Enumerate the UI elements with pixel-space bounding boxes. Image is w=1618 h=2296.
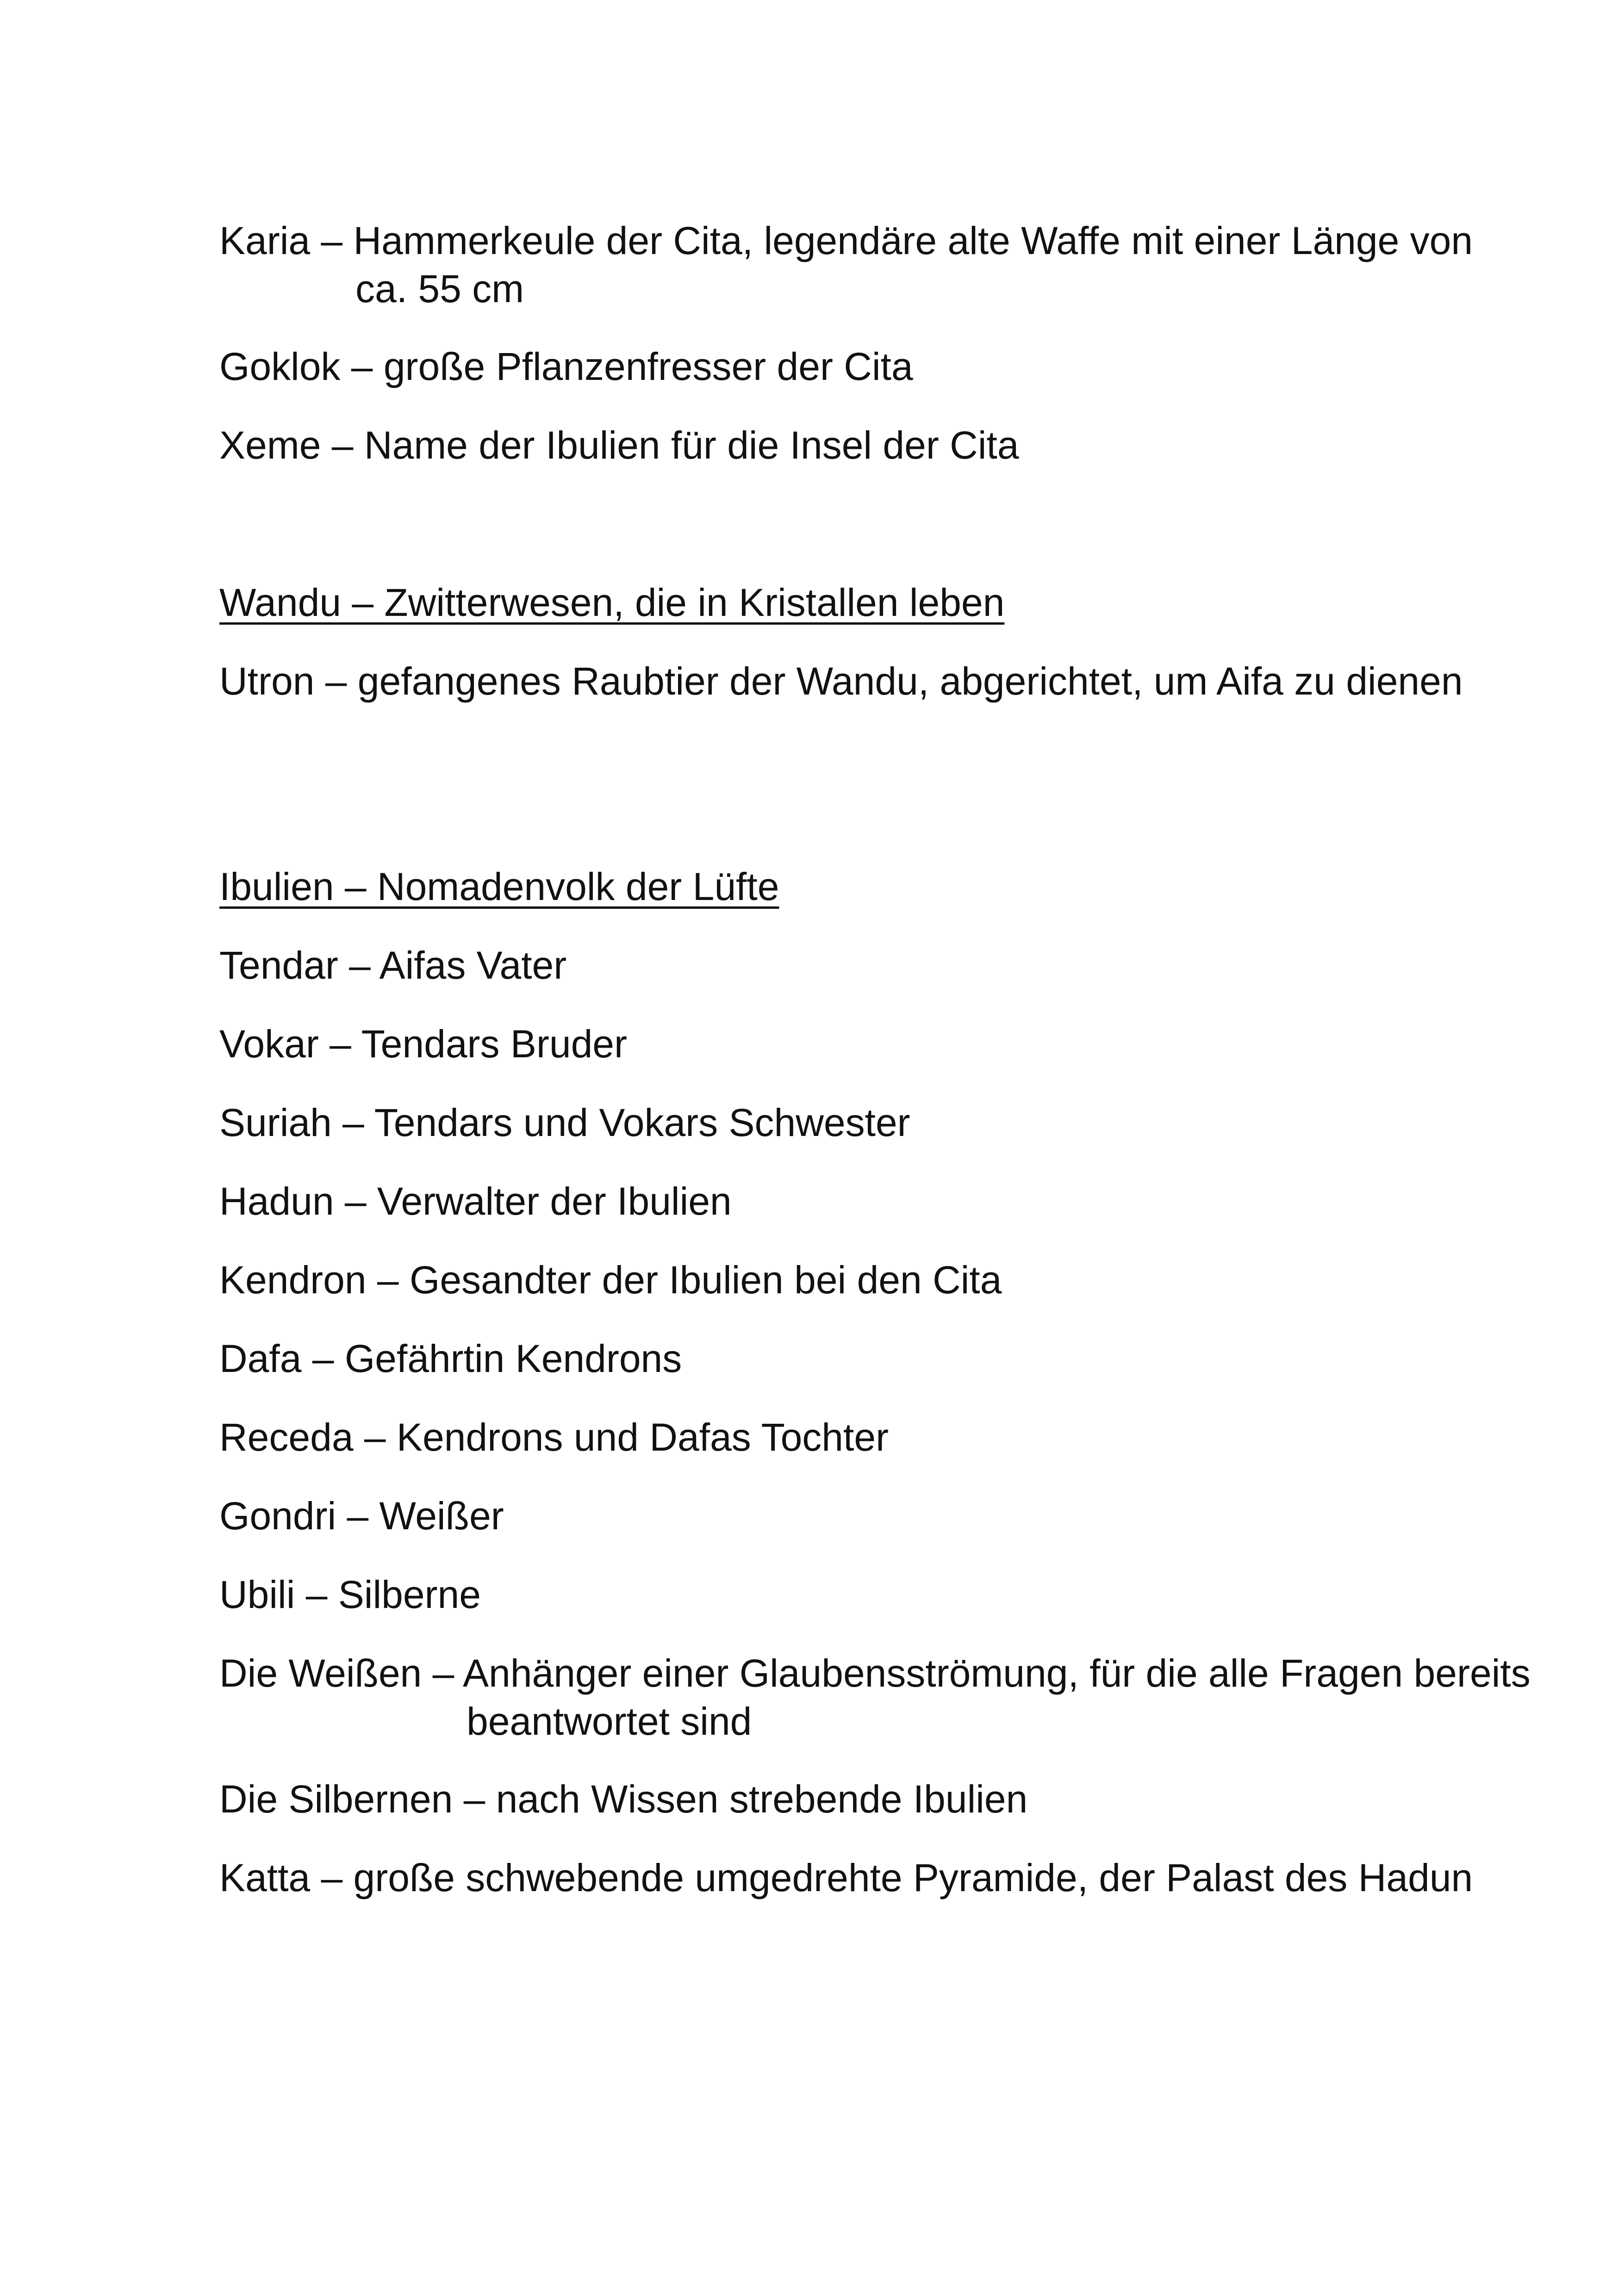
- glossary-entry-die-weissen: Die Weißen – Anhänger einer Glaubensströmung, für die alle Fragen bereits beantwortet sind: [219, 1651, 1531, 1743]
- glossary-entry-dafa: Dafa – Gefährtin Kendrons: [219, 1337, 682, 1380]
- glossary-entry-suriah: Suriah – Tendars und Vokars Schwester: [219, 1101, 910, 1144]
- glossary-entry-receda: Receda – Kendrons und Dafas Tochter: [219, 1415, 889, 1459]
- glossary-entry-goklok: Goklok – große Pflanzenfresser der Cita: [219, 345, 913, 388]
- glossary-entry-gondri: Gondri – Weißer: [219, 1494, 504, 1538]
- glossary-entry-die-silbernen: Die Silbernen – nach Wissen strebende Ibulien: [219, 1777, 1028, 1821]
- section-heading-ibulien: Ibulien – Nomadenvolk der Lüfte: [219, 865, 779, 908]
- glossary-entry-kendron: Kendron – Gesandter der Ibulien bei den Cita: [219, 1258, 1002, 1302]
- section-heading-wandu: Wandu – Zwitterwesen, die in Kristallen leben: [219, 581, 1005, 624]
- glossary-entry-karia: Karia – Hammerkeule der Cita, legendäre alte Waffe mit einer Länge von ca. 55 cm: [219, 219, 1473, 310]
- glossary-entry-tendar: Tendar – Aifas Vater: [219, 943, 567, 987]
- glossary-entry-ubili: Ubili – Silberne: [219, 1573, 481, 1616]
- glossary-entry-utron: Utron – gefangenes Raubtier der Wandu, abgerichtet, um Aifa zu dienen: [219, 659, 1463, 703]
- glossary-entry-katta: Katta – große schwebende umgedrehte Pyramide, der Palast des Hadun: [219, 1856, 1473, 1899]
- glossary-entry-hadun: Hadun – Verwalter der Ibulien: [219, 1179, 732, 1223]
- glossary-entry-xeme: Xeme – Name der Ibulien für die Insel der Cita: [219, 423, 1019, 467]
- glossary-entry-vokar: Vokar – Tendars Bruder: [219, 1022, 627, 1066]
